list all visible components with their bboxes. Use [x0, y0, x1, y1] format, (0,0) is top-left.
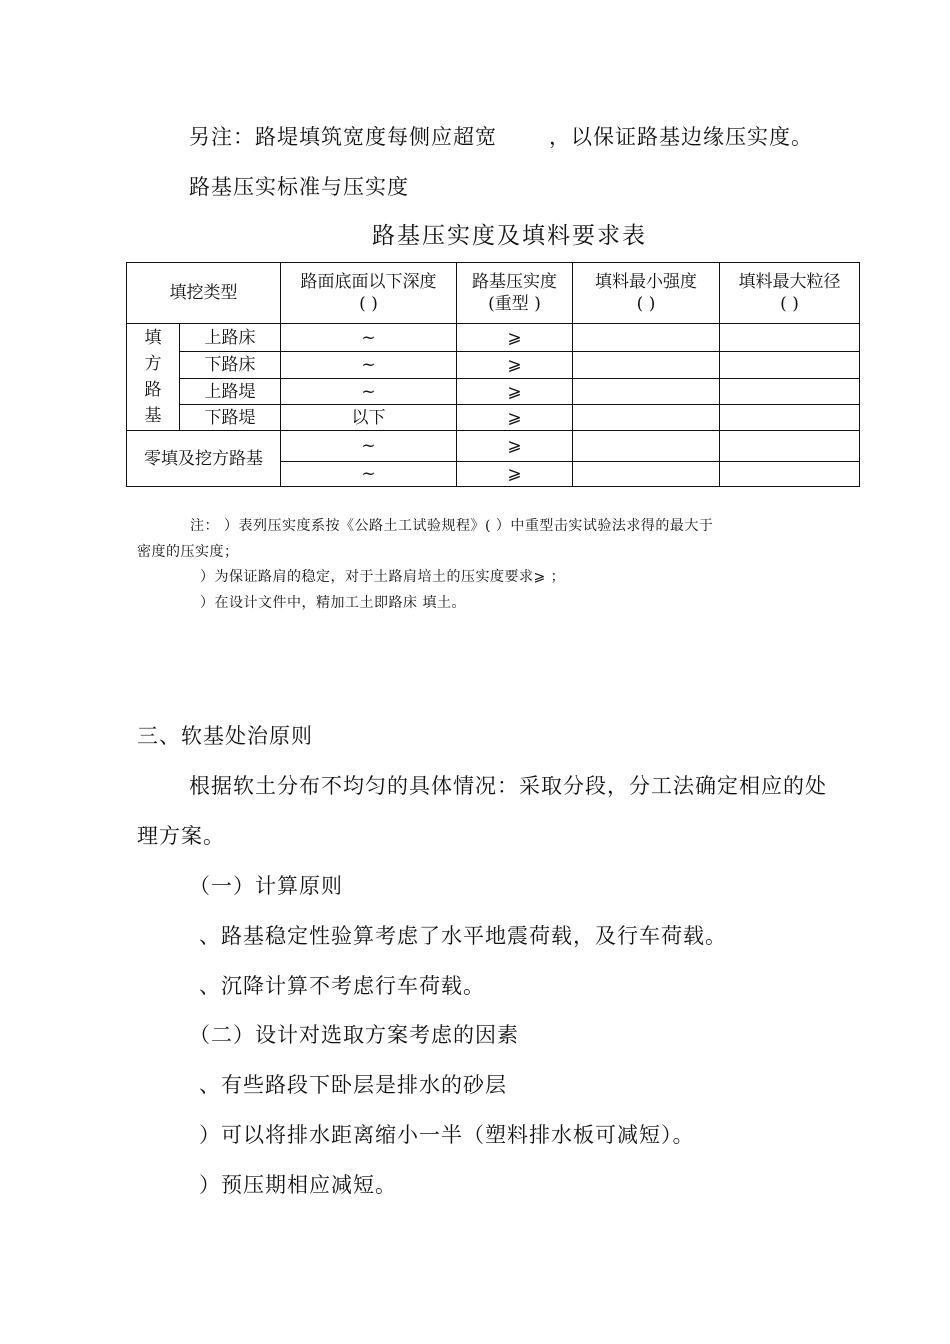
section-para-line-1: 根据软土分布不均匀的具体情况：采取分段，分工法确定相应的处 [189, 774, 827, 798]
row-depth: 以下 [281, 405, 457, 431]
row-depth: ~ [281, 462, 457, 487]
row-name: 上路床 [180, 324, 281, 352]
header-strength-line1: 填料最小强度 [595, 272, 697, 292]
table-row [127, 352, 860, 379]
row-size [720, 431, 860, 462]
row-strength [573, 352, 720, 379]
row-compaction: ⩾ [457, 405, 573, 431]
group-fill-label [127, 324, 180, 431]
table-title: 路基压实度及填料要求表 [372, 223, 647, 249]
row-strength [573, 405, 720, 431]
row-name: 下路床 [180, 352, 281, 379]
row-size [720, 462, 860, 487]
list-item: ）预压期相应减短。 [199, 1173, 397, 1197]
row-depth: ~ [281, 324, 457, 352]
note-2: ）为保证路肩的稳定，对于土路肩培土的压实度要求⩾ ； [200, 569, 566, 585]
list-item: 、路基稳定性验算考虑了水平地震荷载，及行车荷载。 [199, 924, 727, 948]
header-compaction [457, 263, 573, 324]
header-compaction-line2: (重型 ) [488, 294, 541, 314]
row-size [720, 405, 860, 431]
section-para-line-2: 理方案。 [137, 824, 225, 848]
group-fill-char: 填 [144, 328, 162, 348]
intro-line-1 [189, 121, 813, 151]
header-depth-line2: ( ) [359, 294, 378, 314]
row-name: 下路堤 [180, 405, 281, 431]
note-1b: 密度的压实度； [137, 544, 239, 560]
row-compaction: ⩾ [457, 352, 573, 379]
intro-line-2: 路基压实标准与压实度 [189, 175, 409, 199]
row-size [720, 352, 860, 379]
group-fill-char: 方 [144, 354, 162, 374]
list-item: ）可以将排水距离缩小一半（塑料排水板可减短）。 [199, 1123, 695, 1147]
header-size-line2: ( ) [780, 294, 799, 314]
header-strength-line2: ( ) [636, 294, 656, 314]
header-depth-line1: 路面底面以下深度 [300, 272, 437, 292]
row-strength [573, 431, 720, 462]
note-3: ）在设计文件中，精加工土即路床 填土。 [200, 595, 466, 611]
row-size [720, 324, 860, 352]
row-strength [573, 462, 720, 487]
row-strength [573, 379, 720, 405]
row-compaction: ⩾ [457, 431, 573, 462]
group-cut-label: 零填及挖方路基 [127, 431, 281, 487]
requirements-table [126, 262, 860, 487]
table-row [127, 324, 860, 352]
row-depth: ~ [281, 352, 457, 379]
row-strength [573, 324, 720, 352]
table-row [127, 405, 860, 431]
subheading-2: （二）设计对选取方案考虑的因素 [189, 1023, 519, 1047]
list-item: 、沉降计算不考虑行车荷载。 [199, 974, 485, 998]
header-strength [573, 263, 720, 324]
table-row [127, 431, 860, 462]
row-depth: ~ [281, 379, 457, 405]
header-depth [281, 263, 457, 324]
header-compaction-line1: 路基压实度 [472, 272, 557, 292]
table-header-row [127, 263, 860, 324]
section-heading: 三、软基处治原则 [137, 724, 313, 748]
row-size [720, 379, 860, 405]
group-fill-char: 基 [144, 406, 162, 426]
row-compaction: ⩾ [457, 379, 573, 405]
group-fill-char: 路 [144, 380, 162, 400]
note-1a: 注： ）表列压实度系按《公路土工试验规程》( ）中重型击实试验法求得的最大于 [190, 518, 714, 534]
header-type: 填挖类型 [127, 263, 281, 324]
header-size [720, 263, 860, 324]
row-compaction: ⩾ [457, 324, 573, 352]
row-depth: ~ [281, 431, 457, 462]
table-row [127, 379, 860, 405]
intro-line-1-a: 另注：路堤填筑宽度每侧应超宽 [189, 125, 497, 149]
list-item: 、有些路段下卧层是排水的砂层 [199, 1073, 507, 1097]
header-size-line1: 填料最大粒径 [738, 272, 841, 292]
row-compaction: ⩾ [457, 462, 573, 487]
intro-line-1-b: ，以保证路基边缘压实度。 [549, 125, 813, 149]
subheading-1: （一）计算原则 [189, 874, 343, 898]
row-name: 上路堤 [180, 379, 281, 405]
